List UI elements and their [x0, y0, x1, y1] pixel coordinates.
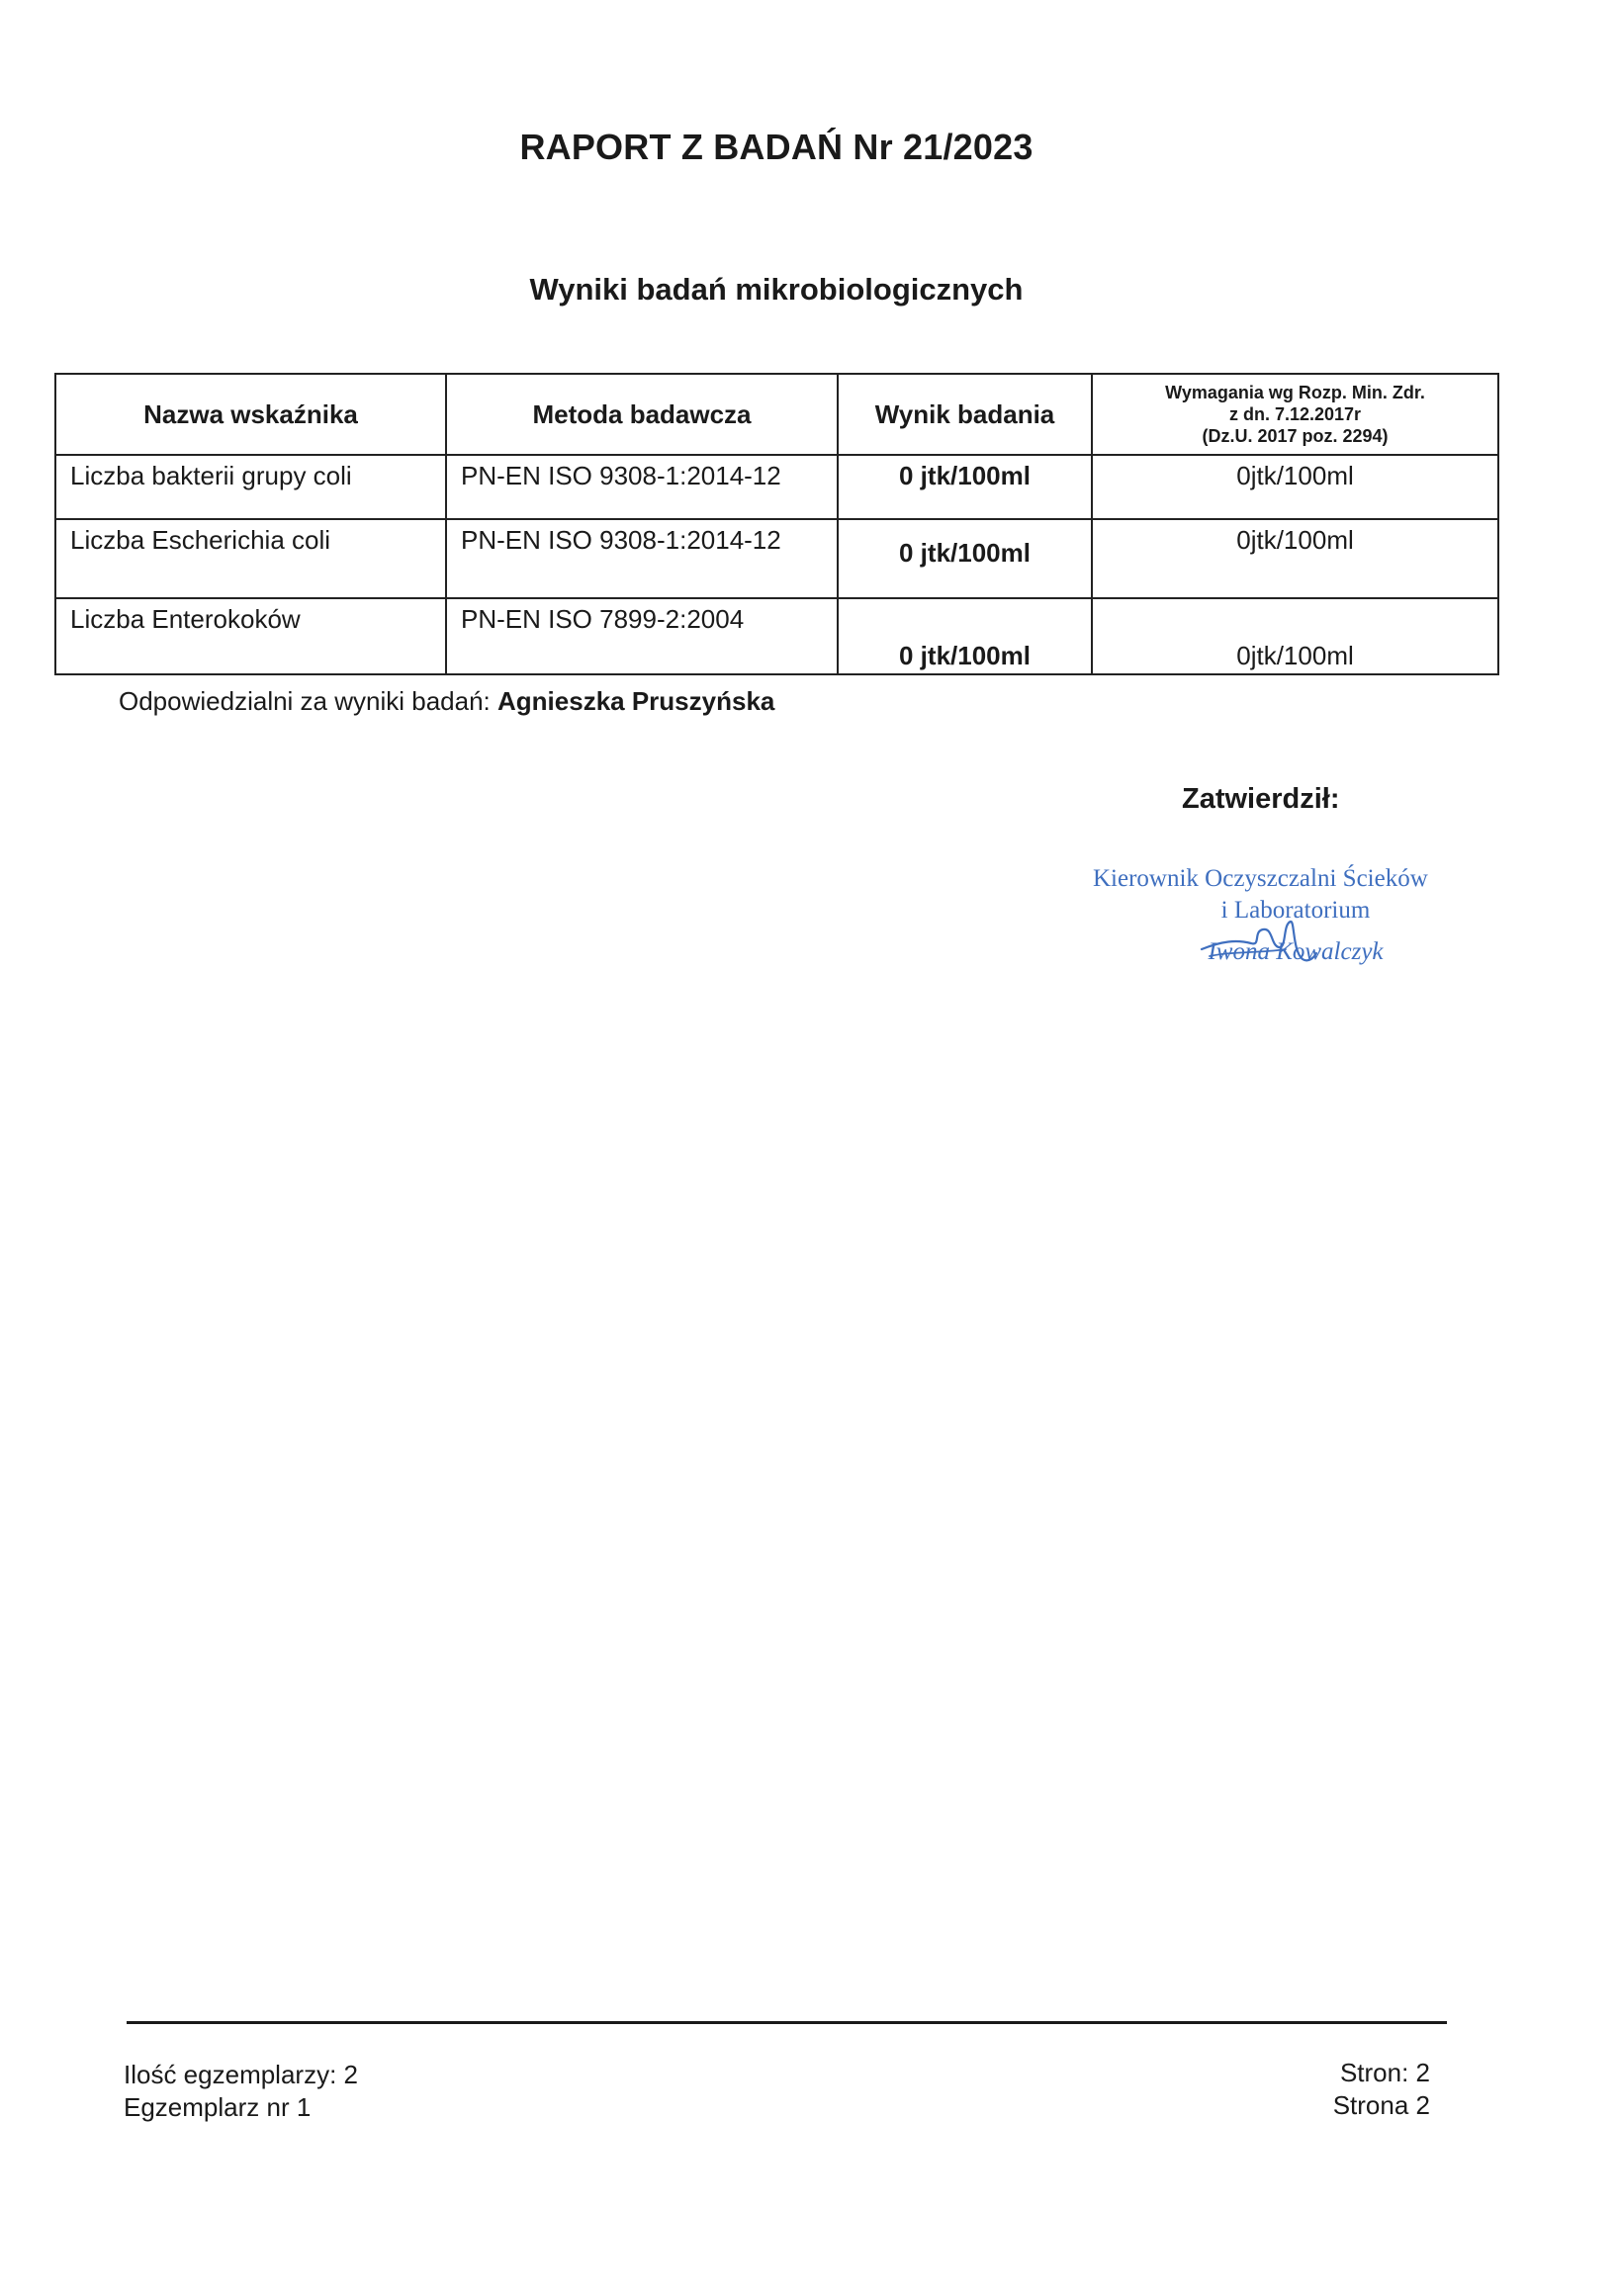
header-result: Wynik badania — [838, 374, 1092, 455]
header-requirement-line2: z dn. 7.12.2017r — [1228, 404, 1362, 424]
responsible-label: Odpowiedzialni za wyniki badań: — [119, 686, 491, 716]
approved-label: Zatwierdził: — [1182, 783, 1340, 815]
footer-pages: Stron: 2 — [1339, 2058, 1430, 2087]
table-row — [55, 455, 1498, 519]
cell-requirement: 0jtk/100ml — [1092, 455, 1498, 519]
section-title: Wyniki badań mikrobiologicznych — [529, 272, 1024, 307]
cell-result: 0 jtk/100ml — [838, 598, 1092, 674]
stamp-line-1: Kierownik Oczyszczalni Ścieków — [1093, 865, 1428, 892]
page-title: RAPORT Z BADAŃ Nr 21/2023 — [519, 127, 1034, 167]
cell-result: 0 jtk/100ml — [838, 455, 1092, 519]
stamp-line-2: i Laboratorium — [1220, 897, 1371, 924]
cell-method: PN-EN ISO 9308-1:2014-12 — [446, 455, 838, 519]
footer-right — [1333, 2057, 1430, 2122]
cell-name: Liczba Escherichia coli — [55, 519, 446, 598]
footer-page-number: Strona 2 — [1332, 2090, 1430, 2120]
results-table — [54, 373, 1499, 675]
cell-method: PN-EN ISO 7899-2:2004 — [446, 598, 838, 674]
table-row — [55, 519, 1498, 598]
signature-icon — [1192, 902, 1320, 971]
cell-name: Liczba bakterii grupy coli — [55, 455, 446, 519]
table-row — [55, 598, 1498, 674]
cell-method: PN-EN ISO 9308-1:2014-12 — [446, 519, 838, 598]
footer-copies: Ilość egzemplarzy: 2 — [124, 2060, 358, 2089]
stamp-line-3: Iwona Kowalczyk — [1208, 938, 1384, 965]
header-method: Metoda badawcza — [446, 374, 838, 455]
cell-name: Liczba Enterokoków — [55, 598, 446, 674]
footer-copy-number: Egzemplarz nr 1 — [124, 2092, 312, 2122]
header-requirement-line1: Wymagania wg Rozp. Min. Zdr. — [1165, 383, 1425, 402]
header-requirement-line3: (Dz.U. 2017 poz. 2294) — [1202, 426, 1389, 446]
cell-result: 0 jtk/100ml — [838, 519, 1092, 598]
cell-requirement: 0jtk/100ml — [1092, 598, 1498, 674]
responsible-line — [119, 686, 774, 717]
header-requirement — [1092, 374, 1498, 455]
footer-left — [124, 2059, 358, 2124]
responsible-person: Agnieszka Pruszyńska — [497, 686, 775, 716]
cell-requirement: 0jtk/100ml — [1092, 519, 1498, 598]
table-header-row — [55, 374, 1498, 455]
footer-divider — [127, 2021, 1447, 2024]
header-name: Nazwa wskaźnika — [55, 374, 446, 455]
